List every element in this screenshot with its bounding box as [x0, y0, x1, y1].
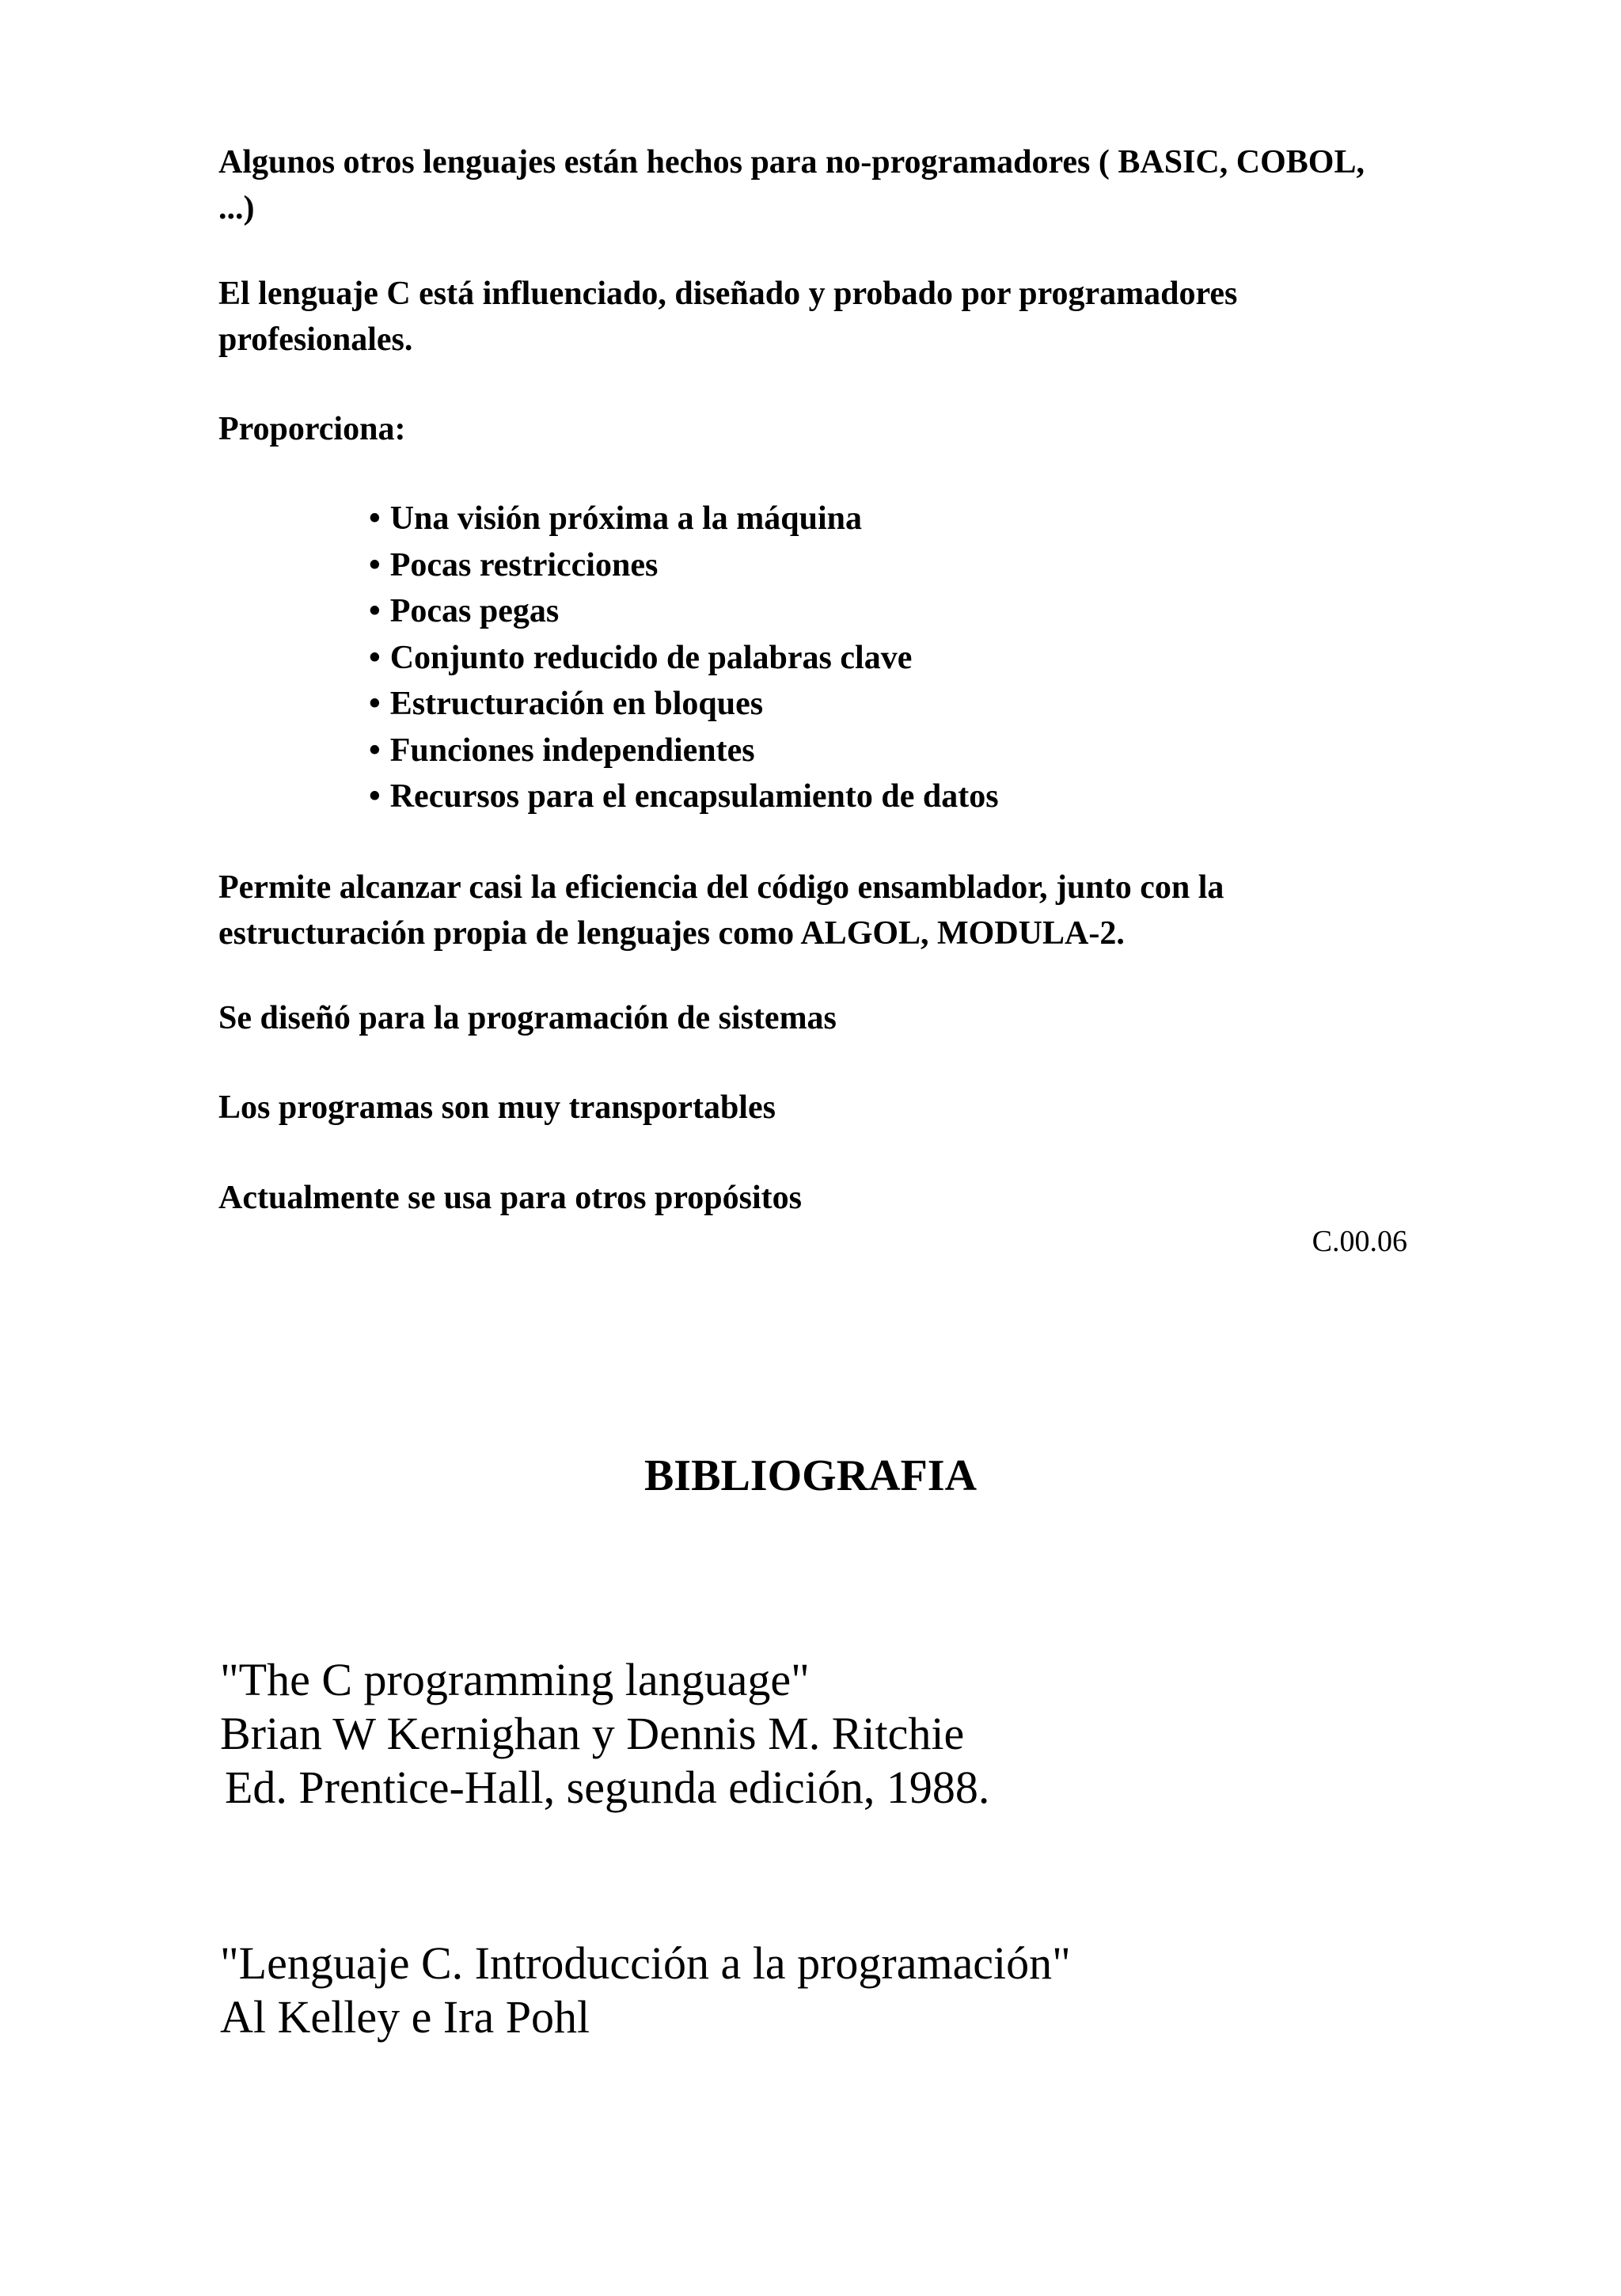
- bullet-icon: •: [369, 686, 381, 722]
- list-item: • Recursos para el encapsulamiento de datos: [369, 774, 999, 820]
- list-item: • Pocas pegas: [369, 588, 999, 635]
- list-item: • Pocas restricciones: [369, 542, 999, 589]
- bullet-icon: •: [369, 639, 381, 676]
- paragraph-provides: Proporciona:: [218, 411, 406, 447]
- bullet-icon: •: [369, 500, 381, 537]
- list-item: • Conjunto reducido de palabras clave: [369, 635, 999, 682]
- reference-publisher: Ed. Prentice-Hall, segunda edición, 1988.: [225, 1762, 990, 1813]
- page-code: C.00.06: [1312, 1225, 1407, 1258]
- bibliography-entry: [220, 1653, 989, 1815]
- paragraph-c-influenced: El lenguaje C está influenciado, diseñado y probado por programadores profesionales.: [218, 276, 1238, 358]
- paragraph-systems: Se diseñó para la programación de sistemas: [218, 1000, 837, 1036]
- paragraph-other-languages: Algunos otros lenguajes están hechos para no-programadores ( BASIC, COBOL, ...): [218, 144, 1365, 226]
- list-item: • Funciones independientes: [369, 728, 999, 774]
- reference-authors: Brian W Kernighan y Dennis M. Ritchie: [220, 1708, 965, 1759]
- reference-title: "Lenguaje C. Introducción a la programación": [220, 1937, 1071, 1989]
- reference-authors: Al Kelley e Ira Pohl: [220, 1991, 590, 2043]
- paragraph-portable: Los programas son muy transportables: [218, 1089, 776, 1126]
- paragraph-efficiency: Permite alcanzar casi la eficiencia del código ensamblador, junto con la estructuración propia de lenguajes como ALGOL, MODULA-2.: [218, 869, 1224, 952]
- paragraph-other-purposes: Actualmente se usa para otros propósitos: [218, 1180, 802, 1216]
- bullet-icon: •: [369, 778, 381, 815]
- bullet-icon: •: [369, 732, 381, 769]
- features-list: [369, 496, 999, 820]
- bibliography-title: BIBLIOGRAFIA: [643, 1451, 978, 1500]
- list-item: • Estructuración en bloques: [369, 681, 999, 728]
- bibliography-entry: [220, 1937, 1071, 2044]
- reference-title: "The C programming language": [220, 1654, 810, 1705]
- bullet-icon: •: [369, 593, 381, 629]
- list-item: • Una visión próxima a la máquina: [369, 496, 999, 542]
- bullet-icon: •: [369, 546, 381, 584]
